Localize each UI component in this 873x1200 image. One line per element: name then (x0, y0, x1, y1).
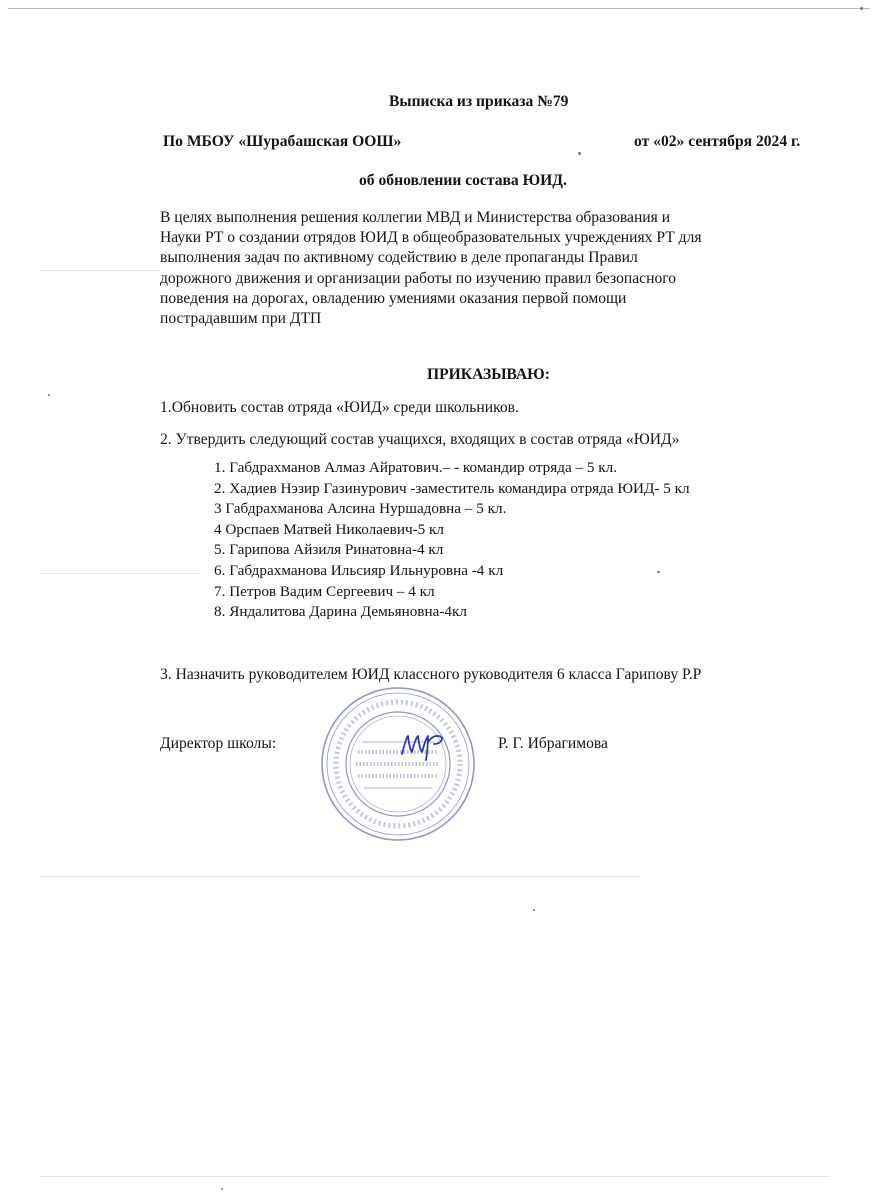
scan-artifact-line (40, 573, 200, 574)
member-item: 5. Гарипова Айзиля Ринатовна-4 кл (214, 541, 444, 559)
member-item: 1. Габдрахманов Алмаз Айратович.– - командир отряда – 5 кл. (214, 459, 618, 476)
signature-name: Р. Г. Ибрагимова (498, 735, 608, 752)
scan-speck (48, 394, 50, 396)
member-item: 7. Петров Вадим Сергеевич – 4 кл (214, 582, 435, 600)
scan-speck (657, 571, 660, 573)
order-item-2: 2. Утвердить следующий состав учащихся, входящих в состав отряда «ЮИД» (160, 431, 680, 448)
preamble-paragraph: В целях выполнения решения коллегии МВД и Министерства образования и Науки РТ о создании отрядов ЮИД в общеобразовательных учреждениях РТ для выполнения задач по активному содействию в деле пропаганды Правил дорожного движения и организации работы по изучению правил безопасного поведения на дорогах, овладению умениями оказания первой помощи пострадавшим при ДТП (160, 209, 702, 328)
scan-speck (578, 152, 581, 155)
member-item: 6. Габдрахманова Ильсияр Ильнуровна -4 кл (214, 561, 504, 579)
scan-artifact-line (40, 1176, 830, 1177)
handwritten-signature (398, 724, 446, 764)
scan-speck (221, 1188, 223, 1190)
member-item: 8. Яндалитова Дарина Демьяновна-4кл (214, 603, 467, 621)
order-item-3: 3. Назначить руководителем ЮИД классного руководителя 6 класса Гарипову Р.Р (160, 666, 702, 683)
official-seal-stamp (318, 684, 478, 844)
organization-name: По МБОУ «Шурабашская ООШ» (163, 133, 402, 150)
scan-artifact-line (40, 876, 640, 877)
scan-edge-line (8, 8, 870, 9)
member-item: 4 Орспаев Матвей Николаевич-5 кл (214, 520, 445, 538)
document-title: Выписка из приказа №79 (389, 93, 569, 110)
order-heading: ПРИКАЗЫВАЮ: (427, 366, 550, 383)
scan-speck (533, 909, 535, 911)
order-item-1: 1.Обновить состав отряда «ЮИД» среди школьников. (160, 399, 519, 416)
scan-artifact-line (40, 270, 160, 271)
members-list (214, 458, 690, 623)
member-item: 3 Габдрахманова Алсина Нуршадовна – 5 кл. (214, 500, 507, 518)
signature-role: Директор школы: (160, 735, 277, 752)
scan-speck (860, 7, 863, 10)
member-item: 2. Хадиев Нэзир Газинурович -заместитель командира отряда ЮИД- 5 кл (214, 479, 690, 497)
order-date: от «02» сентября 2024 г. (634, 133, 801, 150)
order-subject: об обновлении состава ЮИД. (359, 172, 567, 189)
